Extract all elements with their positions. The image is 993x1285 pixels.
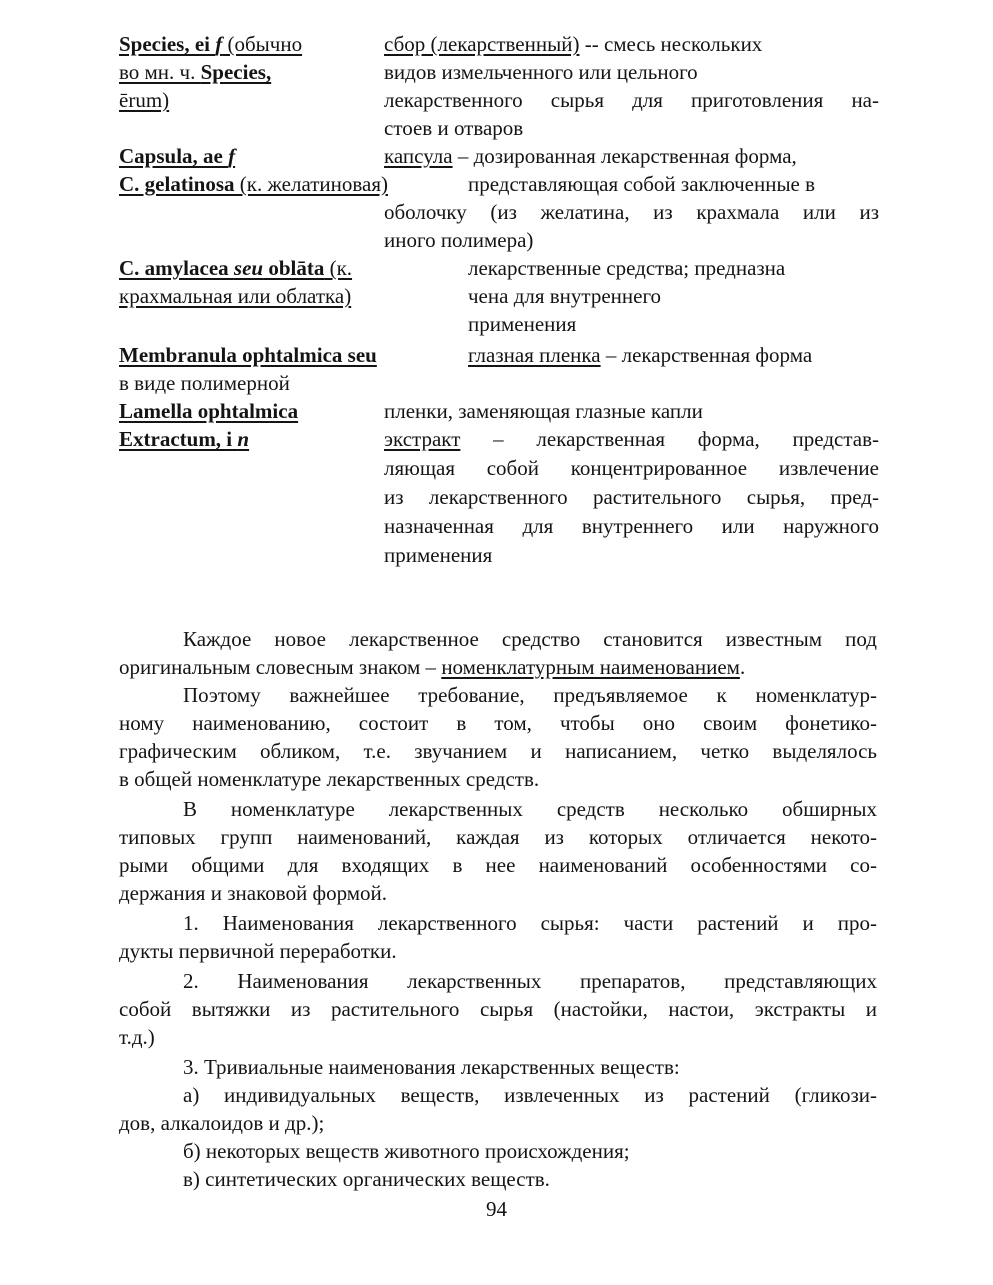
term-note: (обычно	[222, 32, 303, 56]
glossary-term-gelatinosa	[119, 170, 388, 198]
term-translation: глазная пленка	[468, 343, 601, 367]
definition-text: -- смесь нескольких	[579, 32, 763, 56]
list-item-line: 2. Наименования лекарственных препаратов, представляющих	[183, 969, 877, 993]
glossary-def-capsula	[384, 142, 797, 170]
term-note: (к.	[324, 256, 353, 280]
paragraph-line	[119, 653, 745, 681]
sub-list-item-line: дов, алкалоидов и др.);	[119, 1111, 325, 1135]
definition-text: пленки, заменяющая глазные капли	[384, 399, 703, 423]
list-item-line: т.д.)	[119, 1025, 155, 1049]
definition-text: лекарственные средства; предназна	[468, 256, 786, 280]
definition-text: чена для внутреннего	[468, 284, 662, 308]
glossary-term-amylacea	[119, 254, 352, 282]
term-gender: f	[228, 144, 236, 168]
glossary-term-lamella: Lamella ophtalmica	[119, 399, 299, 423]
paragraph-text: .	[739, 655, 746, 679]
definition-text: применения	[468, 312, 577, 336]
term-translation: капсула	[384, 144, 453, 168]
glossary-term-amylacea-line2: крахмальная или облатка)	[119, 284, 352, 308]
definition-text: лекарственного сырья для приготовления на-	[384, 88, 879, 112]
term-translation: сбор (лекарственный)	[384, 32, 580, 56]
paragraph-line: типовых групп наименований, каждая из которых отличается некото-	[119, 825, 877, 849]
term-gender: n	[237, 427, 250, 451]
definition-text: представляющая собой заключенные в	[468, 172, 816, 196]
term-gender: f	[215, 32, 223, 56]
definition-text: оболочку (из желатина, из крахмала или из	[384, 200, 879, 224]
term-note: в виде полимерной	[119, 371, 290, 395]
definition-text: – дозированная лекарственная форма,	[452, 144, 797, 168]
list-item-line: дукты первичной переработки.	[119, 939, 397, 963]
glossary-def-species	[384, 30, 762, 58]
definition-text: иного полимера)	[384, 228, 534, 252]
definition-text: из лекарственного растительного сырья, пред-	[384, 485, 879, 509]
glossary-term-capsula	[119, 142, 235, 170]
paragraph-line: рыми общими для входящих в нее наименований особенностями со-	[119, 853, 877, 877]
definition-text: стоев и отваров	[384, 116, 524, 140]
page-number: 94	[486, 1197, 507, 1221]
list-item-line: 3. Тривиальные наименования лекарственных веществ:	[183, 1055, 680, 1079]
definition-text: ляющая собой концентрированное извлечение	[384, 456, 879, 480]
definition-text: назначенная для внутреннего или наружного	[384, 514, 879, 538]
list-item-line: 1. Наименования лекарственного сырья: части растений и про-	[183, 911, 877, 935]
glossary-term-species-line3: ērum)	[119, 88, 170, 112]
term-translation: экстракт	[384, 427, 461, 451]
definition-text: – лекарственная форма, представ-	[460, 427, 879, 451]
paragraph-line: в общей номенклатуре лекарственных средств.	[119, 767, 540, 791]
term-latin: Species,	[200, 60, 272, 84]
glossary-term-species-line2	[119, 58, 271, 86]
sub-list-item-line: б) некоторых веществ животного происхождения;	[183, 1139, 630, 1163]
term-latin: C. amylacea	[119, 256, 234, 280]
paragraph-line: Поэтому важнейшее требование, предъявляемое к номенклатур-	[183, 683, 877, 707]
paragraph-text: оригинальным словесным знаком –	[119, 655, 442, 679]
definition-text: применения	[384, 543, 493, 567]
definition-text: – лекарственная форма	[600, 343, 813, 367]
term-note: во мн. ч.	[119, 60, 201, 84]
sub-list-item-line: в) синтетических органических веществ.	[183, 1167, 550, 1191]
term-conjunction: seu	[233, 256, 264, 280]
paragraph-line: В номенклатуре лекарственных средств несколько обширных	[183, 797, 877, 821]
term-note: (к. желатиновая)	[234, 172, 389, 196]
glossary-term-extractum	[119, 425, 249, 453]
term-latin: C. gelatinosa	[119, 172, 235, 196]
term-latin: Species, ei	[119, 32, 216, 56]
underlined-term: номенклатурным наименованием	[441, 655, 740, 679]
glossary-term-membranula: Membranula ophtalmica seu	[119, 343, 377, 367]
list-item-line: собой вытяжки из растительного сырья (настойки, настои, экстракты и	[119, 997, 877, 1021]
paragraph-line: графическим обликом, т.е. звучанием и написанием, четко выделялось	[119, 739, 877, 763]
definition-text: видов измельченного или цельного	[384, 60, 698, 84]
glossary-def-membranula	[468, 341, 812, 369]
term-latin: Capsula, ae	[119, 144, 229, 168]
paragraph-line: держания и знаковой формой.	[119, 881, 388, 905]
sub-list-item-line: а) индивидуальных веществ, извлеченных из растений (гликози-	[183, 1083, 877, 1107]
paragraph-line: ному наименованию, состоит в том, чтобы оно своим фонетико-	[119, 711, 877, 735]
paragraph-line: Каждое новое лекарственное средство становится известным под	[183, 627, 877, 651]
term-latin: oblāta	[263, 256, 325, 280]
glossary-term-species	[119, 30, 302, 58]
term-latin: Extractum, i	[119, 427, 238, 451]
glossary-def-extractum	[384, 425, 879, 453]
